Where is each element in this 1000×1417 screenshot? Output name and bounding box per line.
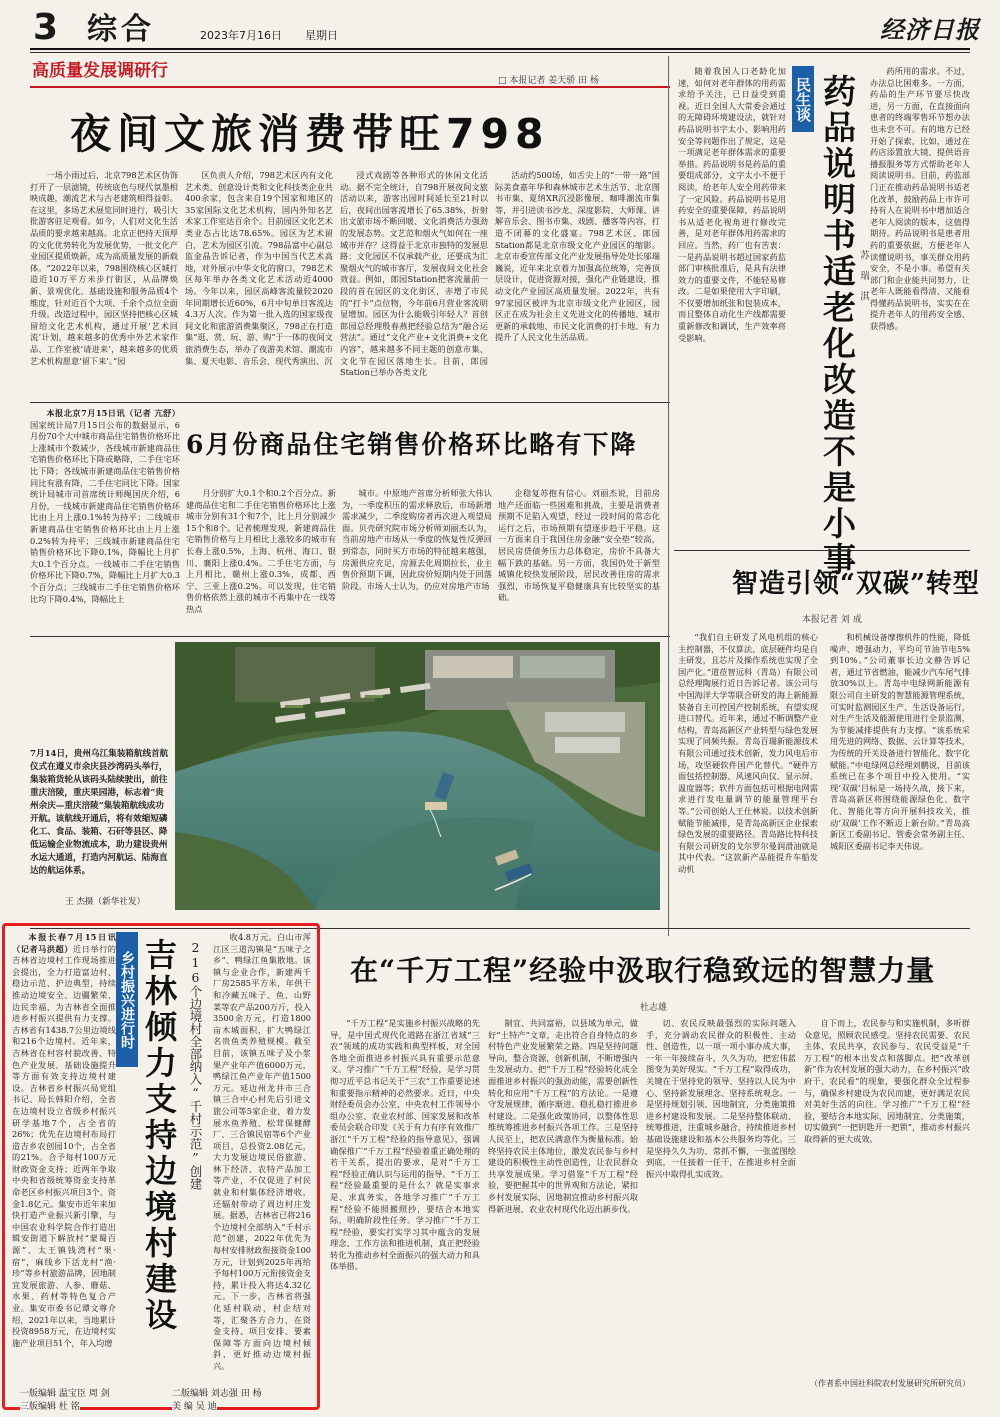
art4-title: 智造引领“双碳”转型 bbox=[732, 569, 980, 599]
news-photo bbox=[175, 642, 660, 910]
art1-col3: 浸式戏剧等各种形式的休闲文化活动。据不完全统计，自798开展夜间文旅活动以来，游客出园时间延长至21时以后，夜间出园客流增长了65.38%，折射出文旅市场不断回暖、文化消费活力强劲的发展态势。文艺范和烟火气如何在一座城市并存？这得益于北京市独特的发展思路：文化园区不仅承载产业，还要成为汇聚烟火气的城市客厅，发展夜间文化社会效益。例如，郎园Station把客流量前一段的首在园区的文化街区，赤增了市民的“打卡”点位物，今年前6月营业客流明显增加。园区为什么能吸引年轻人？首创郎园总经理殷春燕把经验总结为“融合运营法”。通过“文化产业+文化消费+文化内容”，越来越多不同主题的创意市集、文化节在园区落地生长。目前，郎园Station已举办各类文化 bbox=[340, 170, 488, 378]
art2-col4: 企稳复苏抱有信心。刘丽杰说，目前房地产还面临一些困难和挑战，主要是消费者预期不足陷入观望，经过一段时间的常态化运行之后，市场预期有望逐步趋于平稳。这一方面来自于我国住房金融“安全垫”较高，居民房贷债务压力总体稳定，房价不具备大幅下跌的基础。另一方面，我国仍处于新型城镇化较快发展阶段，居民改善住房的需求强烈，市场恢复平稳健康具有比较坚实的基础。 bbox=[498, 488, 660, 603]
art4-byline: 本报记者 刘 成 bbox=[802, 615, 862, 625]
column-rule bbox=[668, 56, 669, 936]
art6-col2: 制宜、共同富裕，以县域为单元，做好“土特产”文章，走出符合自身特点的乡村特色产业发展繁荣之路。四是坚持问题导向，整合资源，创新机制，不断增强内生发展动力。把“千万工程”经验转化成全面推进乡村振兴的强劲动能，需要创新性转化和应用“千万工程”的方法论。一是遵守发展规律，循序渐进、稳扎稳打推进乡村建设。二是强化政策协同，以整体性思维统筹推进乡村振兴各项工作。三是坚持人民至上，把农民满意作为衡量标准。始终坚持农民主体地位，激发农民参与乡村建设的积极性主动性创造性，让农民群众共享发展成果。学习借鉴“千万工程”经验，要把握其中的世界观和方法论，紧扣乡村发展实际，因地制宜推动乡村振兴取得新进展、农业农村现代化迈出新步伐。 bbox=[488, 1018, 638, 1214]
editors-1: 一版编辑 温宝臣 周 剑 bbox=[20, 1386, 110, 1399]
art4-col1: “我们自主研发了风电机组的核心主控制器，不仅算法、底层硬件均是自主研发，且芯片及操作系统也实现了全国产化。”道莅智远科（青岛）有限公司总经理陶展行近日告诉记者。该公司与中国海洋大学等联合研发的海上新能源装备自主可控国产控制系统，有望实现进口替代。近年来，通过不断调整产业结构，青岛高新区产业转型与绿色发展实现了同频共振。青岛百瑞新能源技术有限公司通过技术创新，发力风电后市场，攻坚硬软件国产化替代。“硬件方面包括控制器、风速风向仪、显示屏、温度器等；软件方面包括可根据电网需求进行发电量调节的能量管理平台等。”公司创始人王仕林说。以技术创新赋能节能减排，是青岛高新区企业探索绿色发展的重要路径。青岛路比特科技有限公司研发的戈尔罗尔曼润滑油就是其中代表。“这款新产品能提升车船发动机 bbox=[678, 632, 818, 874]
issue-weekday: 星期日 bbox=[305, 29, 338, 42]
art5-col2: 收4.8万元。白山市浑江区三道沟镇是“五味子之乡”、鸭绿江鱼集散地。该镇与企业合作，新建两千厂房2585平方米，年供干和冷藏五味子、鱼、山野菜等农产品200万斤，投入3500余万元，打造1800亩木城面积，扩大鸭绿江名贵鱼类养殖规模。截至目前，该镇五味子及小浆果产业年产值6000万元，鸭绿江鱼产业年产值1500万元。延边州龙井市三合镇三合中心村先后引进文旅公司等5家企业，着力发展水鱼养殖、松茸保健酵厂、三合镇民宿等6个产业项目，总投资2.08亿元，大力发展边境民俗旅游、林下经济、农特产品加工等产业，不仅促进了村民就业和村集体经济增收，还辐射带动了周边村庄发展。据悉，吉林省已将216个边境村全部纳入“千村示范”创建，2022年优先为每村安排财政衔接资金100万元，计划到2025年再给予每村100万元衔接资金支持，累计投入将达4.32亿元。下一步，吉林省将强化延村联动，村企结对等，汇聚各方合力，在资金支持、项目安排、要素保障等方面向边境村倾斜，更好推动边境村振兴。 bbox=[213, 932, 311, 1371]
paper-logo: 经济日报 bbox=[880, 15, 980, 44]
page-number: 3 bbox=[33, 7, 59, 48]
art6-col4: 自下而上，农民参与和实施机制，多听群众意见，照顾农民感受。坚持农民需要、农民主体、农民共享，农民参与、农民受益是“千万工程”的根本出发点和落脚点。把“改革创新”作为农村发展的强大动力，在乡村振兴“政府干、农民看”的现象，要强化群众全过程参与，确保乡村建设为农民而建，更好满足农民对美好生活的向往。学习推广“千万工程”经验，要结合本地实际，因地制宜、分类施策，切实做到“一把钥匙开一把锁”，推动乡村振兴取得新的更大成效。 bbox=[804, 1018, 970, 1144]
art5-col1: 本报长春7月15日讯（记者马洪超）近日举行的吉林省边境村工作现场推进会提出，全力打造富边村、稳边示范、护边典型，持续推动边境安全、边疆繁荣、边民幸福，为吉林省全面推进乡村振兴提供有力支撑。吉林省有1438.7公里边境线和216个边境村。近年来，吉林省在村容村貌改善、特色产业发展、基础设施提升等方面有效支持边境村建设。吉林省乡村振兴局党组书记、局长韩阳介绍，全省在边境村设立省级乡村振兴研学基地7个，占全省的26%；优先在边境村布局打造吉乡农创园10个，占全省的21%。合予每村100万元财政资金支持；近两年争取中央和省级统筹资金支持革命老区乡村振兴项目3个、资金1.8亿元。集安市近年来加快打造产业振兴新引擎，与中国农业科学院合作打造出辑安街道下解放村“蒙蜀百源”、太王镇钱湾村“果·宿”，麻线乡下活龙村“渔·珍”等乡村旅游品牌，因地制宜发展旅游、人参、蘑菇、水果、药材等特色复合产业。集安市委书记谭文尊介绍，2021年以来，当地累计投资8958万元，在边境村实施产业项目51个，年入均增 bbox=[12, 932, 116, 1348]
masthead-rule bbox=[30, 48, 970, 50]
art6-author-note: （作者系中国社科院农村发展研究所研究员） bbox=[810, 1379, 970, 1388]
divider bbox=[30, 402, 670, 403]
art2-col3: 城市。中原地产首席分析师张大伟认为，一季度积压的需求释放后，市场新增需求减少，二季度购房者再次进入观望局面。贝壳研究院市场分析师刘丽杰认为，当前房地产市场从一季度的恢复性反弹回到常态，同时买方市场的特征越来越强，房源供应充足，房源去化周期拉长，业主售价预期下调，因此房价短期内处于回落阶段。市场人士认为，仍应对房地产市场 bbox=[342, 488, 492, 591]
art1-title: 夜间文旅消费带旺798 bbox=[70, 110, 550, 158]
editors-4: 美 编 吴 迪 bbox=[172, 1399, 217, 1412]
art1-col2: 区负责人介绍，798艺术区内有文化艺术类、创意设计类和文化科技类企业共400余家，包含来自19个国家和地区的35家国际文化艺术机构，国内外知名艺术家工作室达百余个。目前园区文化艺术类业态占比达78.65%。园区为艺术留白，艺术为园区引流。798品富中心副总监金晶告诉记者，作为中国当代艺术高地，对外展示中华文化的窗口，798艺术区每年举办各类文化艺术活动近4000场。今年以来，园区高峰客流量较2020年同期增长近60%，6月中旬单日客流达4.3万人次。作为第一批入选的国家级夜间文化和旅游消费集聚区，798正在打造集“逛、赏、玩、游、购”于一体的夜间文旅消费生态，举办了夜游美术馆、潮流市集、夏天电影、音乐会、现代秀演出、沉 bbox=[185, 170, 333, 366]
art5-title: 吉林倾力支持边境村建设 bbox=[140, 938, 178, 1334]
art1-col1: 一场小雨过后，北京798艺术区伪饰打开了一层滤镜，传统底色与现代氛墨相映成趣，潮流艺术与古老建筑相得益彰。在这里，多场艺术展览同时进行，吸引大批游客驻足观看。如今，人们对文化生活品质的要求越来越高。北京正把持天顶厚的文化优势转化为发展优势，一批文化产业园区提质焕新，成为高质量发展的新载体。“2022年以来，798围绕核心区城打造近10万平方米步行街区，从品牌焕新、景观优化、基础设施和服务品质4个维度，针对近百个大项、千余个点位全面升级。改造过程中，园区坚持把核心区城留给文化艺术机构，通过开展‘艺术回流’计划，越来越多的优秀中外艺术家作品、工作室被‘请进来’，越来越多的优质艺术机构愿意‘留下来’。”园 bbox=[30, 170, 178, 366]
art2-title: 6月份商品住宅销售价格环比略有下降 bbox=[186, 430, 638, 459]
art5-dateline: 本报长春7月15日讯（记者马洪超） bbox=[12, 932, 116, 954]
art4-col2: 和机械设备摩擦机件的性能，降低噪声、增强动力，平均可节油节电5%到10%。”公司董事长边文静告诉记者，通过节省燃油，能减少汽车尾气排放30%以上。青岛中电绿网新能源有限公司自主研发的智慧能源管理系统，可实时监测园区生产、生活设备运行，对生产生活及能源使用进行全景监测，为节能减排提供有力支撑。“该系统采用先进的网络、数据、云计算等技术，为传统的开关设备进行智能化、数字化赋能。”中电绿网总经理刘鹏说，目前该系统已在多个项目中投入使用。“实现‘双碳’目标是一场持久战，接下来，青岛高新区将围绕能源绿色化、数字化、智能化等方向开展科技攻关，推动‘双碳’工作不断迈上新台阶。”青岛高新区工委副书记、管委会常务副主任、城阳区委副书记李天伟说。 bbox=[830, 632, 970, 851]
photo-caption: 7月14日，贵州乌江集装箱航线首航仪式在遵义市余庆县沙湾码头举行，集装箱货轮从该码头陆续驶出，前往重庆涪陵，重庆果园港，标志着“贵州余庆—重庆涪陵”集装箱航线成功开航。该航线开通后，将有效缩短磷化工、食品、装箱、石矸等县区、降低运输企业物流成本，助力建设贵州水运大通道，打造内河航运、陆海直达的航运体系。 bbox=[30, 749, 169, 876]
art2-dateline: 本报北京7月15日讯（记者 亢舒） bbox=[46, 408, 180, 418]
aerial-port-illustration bbox=[175, 642, 660, 910]
art1-col4: 活动约500场，如舌尖上的“一带一路”国际美食嘉年华和森林城市艺术生活节、北京图书市集、夏纳XR沉浸影像展、咖啡潮流市集等，并引进读书沙龙、深度影院、大师课、讲解音乐会、图书市集、戏剧、播客等内容，打造不闭幕的文化盛宴。798艺术区、郎园Station都是北京市级文化产业园区的缩影。北京市委宣传部文化产业发展指导处处长邬瑞巍说，近年来北京着力加强高位统筹，完善顶层设计，促进资源对接，强化产业链建设，推动文化产业园区高质量发展。2022年，共有97家园区被评为北京市级文化产业园区，园区正在成为社会主义先进文化的传播地、城市更新的承载地、市民文化消费的打卡地、有力提升了人民文化生活品质。 bbox=[495, 170, 660, 343]
art3-tag bbox=[792, 66, 814, 132]
art2-lead: 本报北京7月15日讯（记者 亢舒）国家统计局7月15日公布的数据显示，6月份70个大中城市商品住宅销售价格环比上涨城市个数减少，各线城市新建商品住宅销售价格环比下降或略降，二手住宅环比下降；各线城市新建商品住宅销售价格同比有涨有降，二手住宅同比下降。国家统计局城市司首席统计师绳国庆介绍，6月份，一线城市新建商品住宅销售价格环比由上月上涨0.1%转为持平；二线城市新建商品住宅销售价格环比由上月上涨0.2%转为持平；三线城市新建商品住宅销售价格环比下降0.1%，降幅比上月扩大0.1个百分点。一线城市二手住宅销售价格环比下降0.7%，降幅比上月扩大0.3个百分点；三线城市二手住宅销售价格环比均下降0.4%，降幅比上 bbox=[30, 408, 180, 604]
divider bbox=[674, 550, 970, 551]
art5-subtitle: 216个边境村全部纳入“千村示范”创建 bbox=[188, 940, 203, 1190]
art3-col1: 随着我国人口老龄化加速，如何对老年群体的用药需求给予关注，已日益受到重视。近日全国人大常委会通过的无障碍环境建设法，就针对药品说明书字太小、影响用药安全等问题作出了规定，这是一项满足老年群体需求的重要举措。药品说明书是药品的重要组成部分，文字太小不便于阅读，给老年人安全用药带来了一定风险。药品说明书是用药安全的重要保障，药品说明书从适老化视角进行修改完善，是对老年群体用药需求的回应。当然，药厂也有苦衷：一是药品说明书超过国家药监部门审核批准后，是具有法律效力的重要文件，不能轻易修改。二是如果使用大字印刷，不仅要增加纸张和包装成本，而且整体自动化生产线都需要重新修改和调试，生产效率将受影响。 bbox=[678, 66, 786, 343]
art3-col2: 药所用的需求。不过，办法总比困难多。一方面，药品的生产环节要尽快改进，另一方面，在直接面向患者的终端零售环节想办法也未尝不可。有的地方已经开始了探索，比如，通过在药店添置放大镜、提供语音播报服务等方式帮助老年人阅读说明书。目前，药监部门正在推动药品说明书适老化改革，鼓励药品上市许可持有人在说明书中增加适合老年人阅读的版本，这值得期待。药品说明书是患者用药的重要依据，方便老年人读懂说明书，事关群众用药安全，不是小事。希望有关部门和企业能共同努力，让老年人既能看得清、又能看得懂药品说明书，实实在在提升老年人的用药安全感、获得感。 bbox=[870, 66, 970, 332]
issue-date: 2023年7月16日 bbox=[200, 29, 282, 42]
art5-rubric bbox=[116, 932, 138, 1067]
art3-tag-text: 民生谈 bbox=[794, 76, 812, 122]
section-name: 综合 bbox=[87, 12, 155, 47]
divider bbox=[30, 636, 670, 637]
art6-title: 在“千万工程”经验中汲取行稳致远的智慧力量 bbox=[350, 954, 936, 987]
art1-byline: □ 本报记者 姜天骄 田 杨 bbox=[498, 76, 599, 86]
editors-2: 三版编辑 杜 铭 bbox=[20, 1399, 80, 1412]
rubric-underline bbox=[30, 86, 670, 88]
art2-col2: 月分别扩大0.1个和0.2个百分点。新建商品住宅和二手住宅销售价格环比上涨城市分别有31个和7个，比上月分别减少15个和8个。记者梳理发现，新建商品住宅销售价格与上月相比上涨较多的城市有长春上涨0.5%，上海、杭州、海口、银川、襄阳上涨0.4%。二手住宅方面，与上月相比，赣州上涨0.3%，成都、西宁、三亚上涨0.2%。可以发现，住宅销售价格依然上涨的城市不再集中在一线等热点 bbox=[186, 488, 336, 614]
art3-title: 药品说明书适老化改造不是小事 bbox=[818, 74, 857, 578]
art5-rubric-text: 乡村振兴进行时 bbox=[119, 950, 135, 1049]
masthead-rule-thin bbox=[30, 52, 970, 53]
art6-col3: 切、农民反映最强烈的实际问题入手，充分调动农民群众的积极性、主动性、创造性，以一项一项小事办成大事，一年一年接续奋斗，久久为功，把宏伟蓝图变为美好现实。“千万工程”取得成功，关键在于坚持党的领导、坚持以人民为中心、坚持新发展理念、坚持系统观念。一是坚持规划引领、因地制宜，分类施策推进乡村建设和发展。二是坚持整体联动、统筹推进，注重城乡融合，持续推进乡村基础设施建设和基本公共服务均等化。三是坚持久久为功、常抓不懈，一张蓝图绘到底，一任接着一任干，在推进乡村全面振兴中取得扎实成效。 bbox=[646, 1018, 796, 1179]
rubric-label: 高质量发展调研行 bbox=[32, 61, 168, 81]
editors-3: 二版编辑 刘志强 田 杨 bbox=[172, 1386, 262, 1399]
photo-credit: 王 杰摄（新华社发） bbox=[65, 897, 146, 907]
art6-author: 杜志雄 bbox=[640, 1003, 668, 1013]
art3-author: 苏 瑞 淇 bbox=[858, 250, 869, 301]
art6-col1: “千万工程”是实施乡村振兴战略的先导，是中国式现代化道路在浙江省域“三农”领域的成功实践和典型样板，对全国各地全面推进乡村振兴具有重要示范意义。学习推广“千万工程”经验，是学习贯彻习近平总书记关于“三农”工作重要论述和重要指示精神的必然要求。近日，中央财经委员会办公室、中央农村工作领导小组办公室、农业农村部、国家发展和改革委员会联合印发《关于有力有序有效推广浙江“千万工程”经验的指导意见》，强调确保推广“千万工程”经验着重正确处理的若干关系，提出的要求，是对“千万工程”经验正确认识与运用的指导。“千万工程”经验最重要的是什么？就是实事求是、求真务实，各地学习推广“千万工程”经验不能照搬照抄，要结合本地实际，明确阶段性任务。学习推广“千万工程”经验，要实打实学习其中蕴含的发展理念、工作方法和推进机制，真正把经验转化为推动乡村全面振兴的强大动力和具体举措。 bbox=[330, 1018, 480, 1272]
